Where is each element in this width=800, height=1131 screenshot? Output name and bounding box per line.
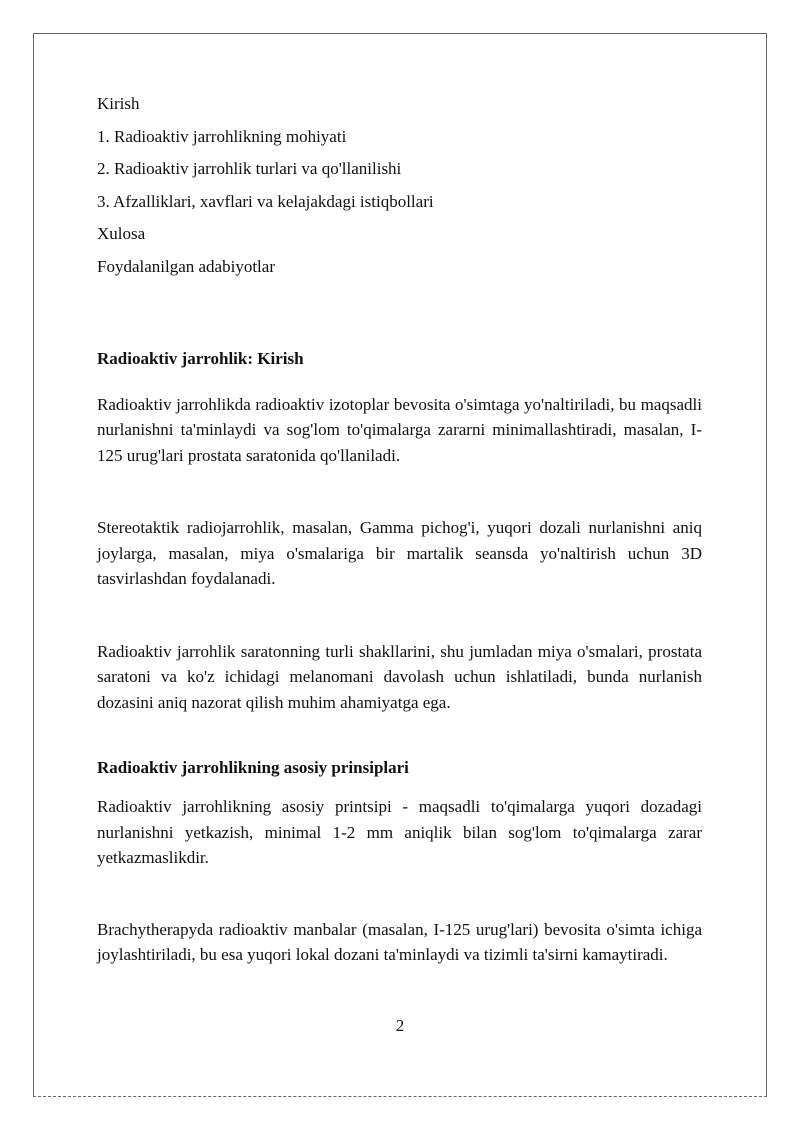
section-heading-principles: Radioaktiv jarrohlikning asosiy prinsiplari [97,758,409,777]
table-of-contents [97,94,702,277]
paragraph: Radioaktiv jarrohlik saratonning turli shakllarini, shu jumladan miya o'smalari, prostata saratoni va ko'z ichidagi melanomani davolash uchun ishlatiladi, bunda nurlanish dozasini aniq nazorat qilish muhim ahamiyatga ega. [97,641,702,712]
section-heading-introduction: Radioaktiv jarrohlik: Kirish [97,348,304,368]
toc-item-chapter-3: 3. Afzalliklari, xavflari va kelajakdagi istiqbollari [97,191,434,211]
paragraph: Radioaktiv jarrohlikda radioaktiv izotoplar bevosita o'simtaga yo'naltiriladi, bu maqsadli nurlanishni ta'minlaydi va sog'lom to'qimalarga zararni minimallashtiradi, masalan, I-125 urug'lari prostata saratonida qo'llaniladi. [97,394,702,465]
paragraph: Brachytherapyda radioaktiv manbalar (masalan, I-125 urug'lari) bevosita o'simta ichiga joylashtiriladi, bu esa yuqori lokal dozani ta'minlaydi va tizimli ta'sirni kamaytiradi. [97,919,702,964]
toc-item-introduction: Kirish [97,94,140,113]
document-body [97,94,702,968]
toc-item-references: Foydalanilgan adabiyotlar [97,256,275,276]
toc-item-conclusion: Xulosa [97,224,146,243]
toc-item-chapter-1: 1. Radioaktiv jarrohlikning mohiyati [97,126,347,146]
paragraph: Stereotaktik radiojarrohlik, masalan, Gamma pichog'i, yuqori dozali nurlanishni aniq joylarga, masalan, miya o'smalariga bir martalik seansda yo'naltirish uchun 3D tasvirlashdan foydalanadi. [97,518,702,588]
paragraph: Radioaktiv jarrohlikning asosiy printsipi - maqsadli to'qimalarga yuqori dozadagi nurlanishni yetkazish, minimal 1-2 mm aniqlik bilan sog'lom to'qimalarga zarar yetkazmaslikdir. [97,797,702,867]
page-number: 2 [395,1016,405,1035]
toc-item-chapter-2: 2. Radioaktiv jarrohlik turlari va qo'llanilishi [97,159,402,178]
